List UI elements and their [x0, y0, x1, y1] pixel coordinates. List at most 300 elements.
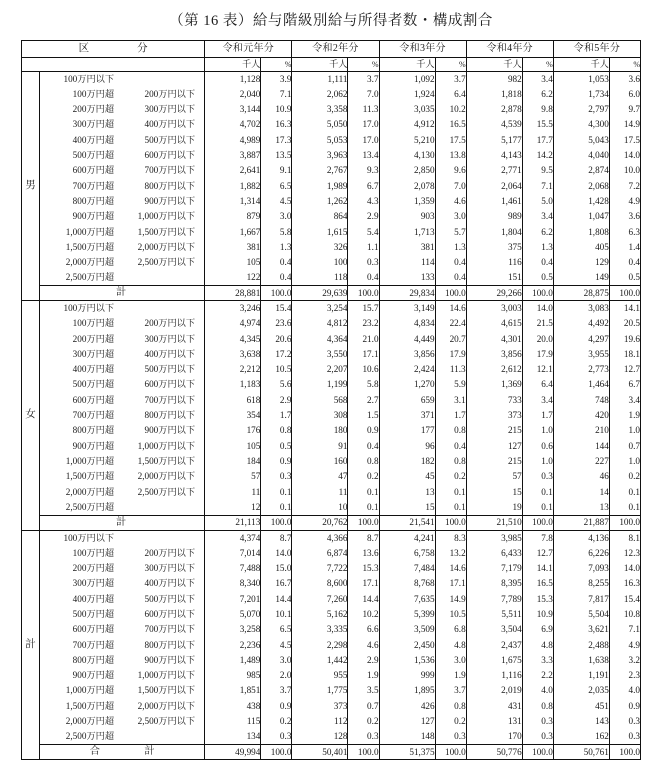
total-people-y4: 29,266: [466, 286, 522, 301]
value-percent-y4: 0.1: [522, 485, 553, 500]
header-unit-blank: [22, 58, 205, 72]
value-people-y2: 326: [292, 240, 348, 255]
value-people-y1: 1,314: [205, 194, 261, 209]
value-people-y5: 405: [553, 240, 609, 255]
value-percent-y1: 20.6: [261, 332, 292, 347]
value-percent-y3: 10.2: [435, 102, 466, 117]
value-people-y5: 13: [553, 500, 609, 515]
value-percent-y2: 0.7: [348, 699, 379, 714]
bracket-upper: 400万円以下: [144, 348, 196, 359]
value-people-y4: 116: [466, 255, 522, 270]
value-people-y1: 105: [205, 439, 261, 454]
value-percent-y4: 21.5: [522, 316, 553, 331]
value-percent-y1: 15.4: [261, 301, 292, 316]
value-people-y4: 373: [466, 408, 522, 423]
value-people-y3: 114: [379, 255, 435, 270]
group-label-計: 計: [22, 530, 40, 759]
value-percent-y2: 1.9: [348, 668, 379, 683]
value-percent-y2: 4.3: [348, 194, 379, 209]
value-percent-y2: 3.7: [348, 72, 379, 87]
value-people-y2: 47: [292, 469, 348, 484]
bracket-label: [40, 423, 205, 438]
value-people-y3: 5,210: [379, 133, 435, 148]
bracket-label: [40, 408, 205, 423]
bracket-upper: 2,000万円以下: [137, 700, 196, 711]
value-people-y4: 1,369: [466, 377, 522, 392]
bracket-lower: 800万円超: [72, 425, 115, 436]
bracket-upper: 2,500万円以下: [137, 716, 196, 727]
bracket-lower: 200万円超: [72, 104, 115, 115]
bracket-upper: 900万円以下: [144, 425, 196, 436]
table-row: [22, 377, 641, 392]
value-percent-y5: 0.3: [609, 729, 640, 744]
value-people-y2: 1,262: [292, 194, 348, 209]
table-row: [22, 592, 641, 607]
bracket-lower: 300万円超: [72, 348, 115, 359]
value-percent-y5: 4.9: [609, 194, 640, 209]
bracket-lower: 900万円超: [72, 440, 115, 451]
value-people-y1: 3,887: [205, 148, 261, 163]
value-percent-y4: 16.5: [522, 576, 553, 591]
header-unit-percent-5: %: [609, 58, 640, 72]
value-percent-y3: 0.3: [435, 729, 466, 744]
value-percent-y5: 17.5: [609, 133, 640, 148]
bracket-upper: 300万円以下: [144, 104, 196, 115]
value-percent-y5: 14.9: [609, 117, 640, 132]
value-people-y1: 7,201: [205, 592, 261, 607]
value-percent-y3: 17.9: [435, 347, 466, 362]
value-people-y5: 2,488: [553, 637, 609, 652]
total-percent-y2: 100.0: [348, 515, 379, 530]
bracket-label: [40, 240, 205, 255]
value-people-y3: 127: [379, 714, 435, 729]
bracket-upper: 700万円以下: [144, 165, 196, 176]
value-people-y5: 8,255: [553, 576, 609, 591]
value-percent-y1: 0.5: [261, 439, 292, 454]
value-percent-y2: 15.3: [348, 561, 379, 576]
table-total-row: [22, 515, 641, 530]
value-percent-y1: 3.0: [261, 209, 292, 224]
value-people-y2: 5,053: [292, 133, 348, 148]
bracket-upper: 2,000万円以下: [137, 241, 196, 252]
value-percent-y4: 3.4: [522, 393, 553, 408]
value-percent-y3: 1.7: [435, 408, 466, 423]
total-people-y3: 21,541: [379, 515, 435, 530]
value-people-y2: 308: [292, 408, 348, 423]
value-people-y2: 4,364: [292, 332, 348, 347]
total-percent-y3: 100.0: [435, 286, 466, 301]
value-people-y1: 7,014: [205, 546, 261, 561]
value-percent-y5: 2.3: [609, 668, 640, 683]
total-people-y3: 51,375: [379, 745, 435, 760]
value-percent-y3: 0.8: [435, 454, 466, 469]
bracket-upper: 500万円以下: [144, 364, 196, 375]
value-percent-y4: 0.3: [522, 714, 553, 729]
total-people-y2: 29,639: [292, 286, 348, 301]
value-percent-y5: 19.6: [609, 332, 640, 347]
value-percent-y3: 17.1: [435, 576, 466, 591]
table-total-row: [22, 286, 641, 301]
value-people-y2: 2,062: [292, 87, 348, 102]
value-people-y5: 2,797: [553, 102, 609, 117]
value-people-y1: 3,258: [205, 622, 261, 637]
value-people-y5: 420: [553, 408, 609, 423]
value-percent-y5: 0.1: [609, 500, 640, 515]
value-people-y1: 122: [205, 270, 261, 285]
bracket-lower: 2,000万円超: [65, 716, 115, 727]
value-people-y2: 7,260: [292, 592, 348, 607]
value-percent-y4: 0.8: [522, 699, 553, 714]
value-percent-y1: 14.0: [261, 546, 292, 561]
value-people-y3: 4,834: [379, 316, 435, 331]
value-people-y3: 1,895: [379, 683, 435, 698]
value-percent-y1: 2.0: [261, 668, 292, 683]
value-people-y1: 985: [205, 668, 261, 683]
value-people-y1: 12: [205, 500, 261, 515]
bracket-upper: 1,000万円以下: [137, 211, 196, 222]
bracket-upper: 200万円以下: [144, 318, 196, 329]
value-percent-y3: 5.7: [435, 224, 466, 239]
value-people-y2: 3,335: [292, 622, 348, 637]
value-people-y3: 2,078: [379, 179, 435, 194]
value-percent-y4: 12.1: [522, 362, 553, 377]
value-percent-y5: 16.3: [609, 576, 640, 591]
value-percent-y1: 1.3: [261, 240, 292, 255]
bracket-lower: 600万円超: [72, 394, 115, 405]
value-people-y1: 5,070: [205, 607, 261, 622]
value-people-y4: 982: [466, 72, 522, 87]
value-people-y2: 160: [292, 454, 348, 469]
value-people-y3: 3,856: [379, 347, 435, 362]
table-row: [22, 500, 641, 515]
value-percent-y1: 5.8: [261, 224, 292, 239]
value-people-y2: 11: [292, 485, 348, 500]
value-people-y4: 4,539: [466, 117, 522, 132]
value-people-y1: 176: [205, 423, 261, 438]
value-people-y2: 2,767: [292, 163, 348, 178]
bracket-upper: 700万円以下: [144, 624, 196, 635]
table-row: [22, 240, 641, 255]
value-people-y4: 7,179: [466, 561, 522, 576]
value-percent-y1: 10.5: [261, 362, 292, 377]
value-people-y5: 14: [553, 485, 609, 500]
value-percent-y3: 22.4: [435, 316, 466, 331]
bracket-lower: 200万円超: [72, 333, 115, 344]
value-percent-y5: 4.0: [609, 683, 640, 698]
value-people-y2: 5,162: [292, 607, 348, 622]
value-percent-y3: 6.8: [435, 622, 466, 637]
total-percent-y4: 100.0: [522, 745, 553, 760]
value-people-y2: 3,358: [292, 102, 348, 117]
value-percent-y5: 14.1: [609, 301, 640, 316]
value-people-y4: 431: [466, 699, 522, 714]
value-people-y3: 381: [379, 240, 435, 255]
bracket-lower: 800万円超: [72, 654, 115, 665]
value-percent-y2: 0.4: [348, 439, 379, 454]
value-people-y4: 733: [466, 393, 522, 408]
value-percent-y2: 0.1: [348, 500, 379, 515]
bracket-upper: 500万円以下: [144, 593, 196, 604]
header-unit-percent-1: %: [261, 58, 292, 72]
value-percent-y2: 13.4: [348, 148, 379, 163]
value-people-y3: 182: [379, 454, 435, 469]
value-percent-y4: 14.0: [522, 301, 553, 316]
value-percent-y5: 0.3: [609, 714, 640, 729]
bracket-lower: 200万円超: [72, 563, 115, 574]
total-percent-y5: 100.0: [609, 286, 640, 301]
value-percent-y3: 13.2: [435, 546, 466, 561]
value-people-y3: 2,424: [379, 362, 435, 377]
bracket-upper: 1,000万円以下: [137, 440, 196, 451]
value-percent-y1: 0.4: [261, 255, 292, 270]
value-percent-y2: 10.6: [348, 362, 379, 377]
value-people-y5: 2,874: [553, 163, 609, 178]
value-people-y5: 4,492: [553, 316, 609, 331]
bracket-lower: 1,000万円超: [65, 455, 115, 466]
value-percent-y1: 0.9: [261, 454, 292, 469]
value-people-y2: 7,722: [292, 561, 348, 576]
value-percent-y2: 0.1: [348, 485, 379, 500]
value-people-y4: 4,143: [466, 148, 522, 163]
value-percent-y4: 3.3: [522, 653, 553, 668]
value-people-y1: 618: [205, 393, 261, 408]
value-percent-y4: 7.8: [522, 530, 553, 545]
value-percent-y3: 0.1: [435, 500, 466, 515]
value-people-y3: 2,850: [379, 163, 435, 178]
value-percent-y1: 23.6: [261, 316, 292, 331]
value-percent-y1: 7.1: [261, 87, 292, 102]
value-percent-y3: 8.3: [435, 530, 466, 545]
bracket-upper: 200万円以下: [144, 88, 196, 99]
value-percent-y3: 3.0: [435, 209, 466, 224]
value-percent-y3: 0.2: [435, 469, 466, 484]
table-container: [0, 40, 662, 760]
value-percent-y4: 17.7: [522, 133, 553, 148]
value-people-y3: 7,635: [379, 592, 435, 607]
table-row: [22, 439, 641, 454]
value-people-y2: 864: [292, 209, 348, 224]
total-percent-y4: 100.0: [522, 515, 553, 530]
value-percent-y4: 0.6: [522, 439, 553, 454]
value-percent-y2: 2.9: [348, 653, 379, 668]
value-people-y5: 1,734: [553, 87, 609, 102]
bracket-label: [40, 316, 205, 331]
bracket-label: [40, 163, 205, 178]
value-percent-y4: 4.0: [522, 683, 553, 698]
value-people-y5: 149: [553, 270, 609, 285]
bracket-lower: 1,500万円超: [65, 700, 115, 711]
bracket-label: [40, 561, 205, 576]
value-percent-y1: 13.5: [261, 148, 292, 163]
value-people-y1: 381: [205, 240, 261, 255]
table-unit-row: [22, 58, 641, 72]
value-percent-y2: 0.4: [348, 270, 379, 285]
value-people-y4: 3,856: [466, 347, 522, 362]
value-people-y3: 13: [379, 485, 435, 500]
group-label-女: 女: [22, 301, 40, 530]
table-row: [22, 117, 641, 132]
value-people-y5: 227: [553, 454, 609, 469]
value-percent-y1: 16.3: [261, 117, 292, 132]
value-people-y5: 451: [553, 699, 609, 714]
value-people-y3: 5,399: [379, 607, 435, 622]
value-percent-y3: 16.5: [435, 117, 466, 132]
bracket-label: [40, 683, 205, 698]
value-people-y2: 1,199: [292, 377, 348, 392]
bracket-upper: 800万円以下: [144, 180, 196, 191]
value-percent-y4: 20.0: [522, 332, 553, 347]
value-people-y1: 1,183: [205, 377, 261, 392]
value-percent-y1: 2.9: [261, 393, 292, 408]
value-people-y1: 1,882: [205, 179, 261, 194]
bracket-label: [40, 102, 205, 117]
value-percent-y2: 5.4: [348, 224, 379, 239]
table-row: [22, 102, 641, 117]
bracket-lower: 100万円以下: [63, 532, 115, 543]
value-people-y4: 1,804: [466, 224, 522, 239]
bracket-lower: 100万円超: [72, 318, 115, 329]
value-percent-y3: 6.4: [435, 87, 466, 102]
table-row: [22, 316, 641, 331]
value-people-y1: 2,641: [205, 163, 261, 178]
value-percent-y2: 0.8: [348, 454, 379, 469]
value-people-y1: 2,212: [205, 362, 261, 377]
value-people-y2: 1,615: [292, 224, 348, 239]
total-percent-y1: 100.0: [261, 515, 292, 530]
value-percent-y5: 4.9: [609, 637, 640, 652]
value-percent-y2: 7.0: [348, 87, 379, 102]
value-people-y3: 371: [379, 408, 435, 423]
bracket-upper: 1,000万円以下: [137, 670, 196, 681]
bracket-lower: 700万円超: [72, 639, 115, 650]
bracket-lower: 500万円超: [72, 608, 115, 619]
table-row: [22, 87, 641, 102]
bracket-lower: 900万円超: [72, 670, 115, 681]
total-percent-y1: 100.0: [261, 745, 292, 760]
value-people-y2: 5,050: [292, 117, 348, 132]
value-people-y5: 6,226: [553, 546, 609, 561]
value-people-y1: 879: [205, 209, 261, 224]
value-people-y4: 3,504: [466, 622, 522, 637]
value-people-y5: 1,428: [553, 194, 609, 209]
value-people-y2: 10: [292, 500, 348, 515]
value-people-y2: 2,298: [292, 637, 348, 652]
value-people-y1: 4,974: [205, 316, 261, 331]
value-percent-y1: 14.4: [261, 592, 292, 607]
value-percent-y5: 9.7: [609, 102, 640, 117]
value-people-y5: 5,043: [553, 133, 609, 148]
value-percent-y5: 6.3: [609, 224, 640, 239]
value-percent-y5: 14.0: [609, 561, 640, 576]
table-row: [22, 683, 641, 698]
bracket-lower: 300万円超: [72, 119, 115, 130]
bracket-upper: 200万円以下: [144, 547, 196, 558]
header-unit-percent-4: %: [522, 58, 553, 72]
value-people-y3: 1,924: [379, 87, 435, 102]
value-people-y3: 1,713: [379, 224, 435, 239]
group-label-男: 男: [22, 72, 40, 301]
value-percent-y4: 12.7: [522, 546, 553, 561]
value-percent-y5: 6.7: [609, 377, 640, 392]
bracket-upper: 400万円以下: [144, 119, 196, 130]
header-year-2: 令和2年分: [292, 41, 379, 58]
total-percent-y3: 100.0: [435, 515, 466, 530]
value-percent-y3: 0.4: [435, 439, 466, 454]
value-people-y4: 2,019: [466, 683, 522, 698]
value-people-y4: 57: [466, 469, 522, 484]
value-percent-y4: 3.4: [522, 209, 553, 224]
value-people-y5: 4,297: [553, 332, 609, 347]
total-people-y1: 28,881: [205, 286, 261, 301]
bracket-label: [40, 194, 205, 209]
value-people-y4: 2,878: [466, 102, 522, 117]
total-percent-y1: 100.0: [261, 286, 292, 301]
bracket-upper: 600万円以下: [144, 608, 196, 619]
value-percent-y1: 0.3: [261, 469, 292, 484]
value-percent-y2: 0.9: [348, 423, 379, 438]
table-row: [22, 653, 641, 668]
value-percent-y1: 17.3: [261, 133, 292, 148]
bracket-lower: 1,500万円超: [65, 471, 115, 482]
value-people-y1: 2,040: [205, 87, 261, 102]
table-row: [22, 607, 641, 622]
value-people-y2: 4,812: [292, 316, 348, 331]
header-unit-people-2: 千人: [292, 58, 348, 72]
total-people-y5: 28,875: [553, 286, 609, 301]
value-people-y3: 45: [379, 469, 435, 484]
value-people-y5: 1,047: [553, 209, 609, 224]
value-people-y1: 4,345: [205, 332, 261, 347]
value-people-y2: 373: [292, 699, 348, 714]
value-percent-y2: 5.8: [348, 377, 379, 392]
value-people-y3: 426: [379, 699, 435, 714]
bracket-label: [40, 347, 205, 362]
value-people-y5: 143: [553, 714, 609, 729]
value-percent-y4: 14.1: [522, 561, 553, 576]
bracket-lower: 100万円以下: [63, 73, 115, 84]
total-percent-y2: 100.0: [348, 745, 379, 760]
bracket-label: [40, 454, 205, 469]
value-people-y2: 4,366: [292, 530, 348, 545]
page-title: （第 16 表）給与階級別給与所得者数・構成割合: [169, 13, 493, 29]
bracket-label: [40, 485, 205, 500]
value-people-y4: 215: [466, 454, 522, 469]
value-people-y4: 4,615: [466, 316, 522, 331]
value-people-y2: 100: [292, 255, 348, 270]
value-percent-y2: 0.3: [348, 255, 379, 270]
value-people-y4: 5,511: [466, 607, 522, 622]
value-people-y5: 144: [553, 439, 609, 454]
value-percent-y1: 5.6: [261, 377, 292, 392]
value-people-y5: 129: [553, 255, 609, 270]
bracket-lower: 500万円超: [72, 379, 115, 390]
bracket-lower: 100万円超: [72, 547, 115, 558]
value-people-y1: 1,128: [205, 72, 261, 87]
value-percent-y4: 15.5: [522, 117, 553, 132]
bracket-lower: 2,500万円超: [65, 731, 115, 742]
value-percent-y2: 17.0: [348, 117, 379, 132]
value-people-y4: 1,461: [466, 194, 522, 209]
bracket-upper: 2,500万円以下: [137, 257, 196, 268]
value-percent-y1: 6.5: [261, 179, 292, 194]
value-percent-y4: 5.0: [522, 194, 553, 209]
value-people-y5: 7,817: [553, 592, 609, 607]
bracket-label: [40, 500, 205, 515]
value-percent-y3: 4.6: [435, 194, 466, 209]
table-row: [22, 530, 641, 545]
table-row: [22, 133, 641, 148]
value-percent-y5: 0.4: [609, 255, 640, 270]
